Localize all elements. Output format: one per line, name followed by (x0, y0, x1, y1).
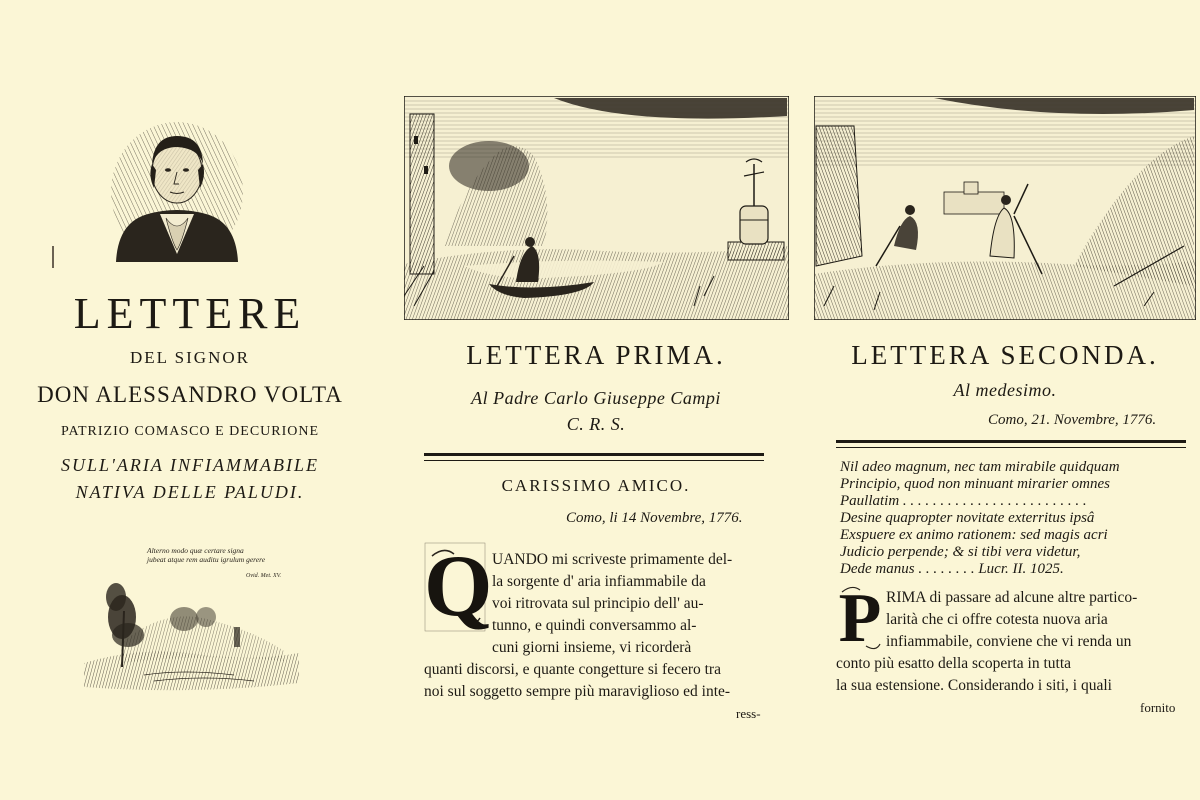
epigraph-line: Judicio perpende; & si tibi vera videtur, (840, 544, 1081, 560)
dropcap-letter: Q (424, 538, 493, 635)
thin-rule (836, 447, 1186, 448)
vignette-motto (147, 546, 297, 564)
body-line: UANDO mi scriveste primamente del- (492, 551, 733, 568)
margin-mark (52, 246, 54, 268)
vignette-motto-line-2: jubeat atque rem auditu igrulum gerere (147, 555, 266, 564)
engraving-marsh-diggers (814, 96, 1196, 320)
letter-addressee: Al medesimo. (953, 380, 1057, 400)
letter-salutation: CARISSIMO AMICO. (501, 476, 691, 495)
author-title: PATRIZIO COMASCO E DECURIONE (60, 424, 320, 439)
letter-seconda-page (810, 0, 1200, 800)
body-line: voi ritrovata sul principio dell' au- (492, 595, 704, 612)
letter-addressee-order: C. R. S. (566, 414, 626, 434)
vignette-citation: Ovid. Met. XV. (246, 573, 282, 579)
epigraph-line: Exspuere ex animo rationem: sed magis acri (840, 527, 1108, 543)
subject-line-1: SULL'ARIA INFIAMMABILE (61, 455, 319, 475)
letter-heading: LETTERA SECONDA. (851, 340, 1159, 370)
body-line: la sorgente d' aria infiammabile da (492, 573, 706, 590)
body-line: infiammabile, conviene che vi renda un (886, 633, 1132, 650)
letter-heading: LETTERA PRIMA. (466, 340, 726, 370)
catchword: fornito (1140, 700, 1176, 715)
body-line: la sua estensione. Considerando i siti, i quali (836, 677, 1112, 694)
epigraph-line: Principio, quod non minuant mirarier omnes (840, 476, 1110, 492)
letter-addressee: Al Padre Carlo Giuseppe Campi (471, 388, 721, 408)
letter-date: Como, li 14 Novembre, 1776. (566, 510, 743, 526)
dropcap-letter: P (838, 580, 882, 657)
epigraph-line: Paullatim . . . . . . . . . . . . . . . . . . . . . . . . . (840, 493, 1087, 509)
body-line: larità che ci offre cotesta nuova aria (886, 611, 1108, 628)
epigraph-line: Desine quapropter novitate exterritus ipsâ (840, 510, 1095, 526)
heavy-rule (424, 453, 764, 456)
title-line-del-signor: DEL SIGNOR (130, 348, 250, 367)
catchword: ress- (736, 706, 761, 721)
body-line: tunno, e quindi conversammo al- (492, 617, 697, 634)
thin-rule (424, 460, 764, 461)
body-line: conto più esatto della scoperta in tutta (836, 655, 1072, 672)
body-line: RIMA di passare ad alcune altre partico- (886, 589, 1138, 606)
epigraph-citation: Dede manus . . . . . . . . Lucr. II. 1025. (840, 561, 1064, 577)
epigraph-line: Nil adeo magnum, nec tam mirabile quidquam (840, 459, 1120, 475)
title: LETTERE (73, 289, 307, 338)
body-line: noi sul soggetto sempre più maraviglioso ed inte- (424, 683, 731, 700)
title-page (0, 0, 380, 800)
body-line: quanti discorsi, e quante congetture si fecero tra (424, 661, 721, 678)
letter-prima-page (400, 0, 792, 800)
letter-date: Como, 21. Novembre, 1776. (988, 412, 1157, 428)
subject-line-2: NATIVA DELLE PALUDI. (75, 482, 305, 502)
heavy-rule (836, 440, 1186, 443)
author-name: DON ALESSANDRO VOLTA (37, 382, 343, 407)
volta-portrait (108, 114, 246, 262)
engraving-marsh-boat (404, 96, 789, 320)
body-line: cuni giorni insieme, vi ricorderà (492, 639, 692, 656)
vignette-motto-line-1: Alterno modo quæ certare signa (147, 546, 244, 555)
